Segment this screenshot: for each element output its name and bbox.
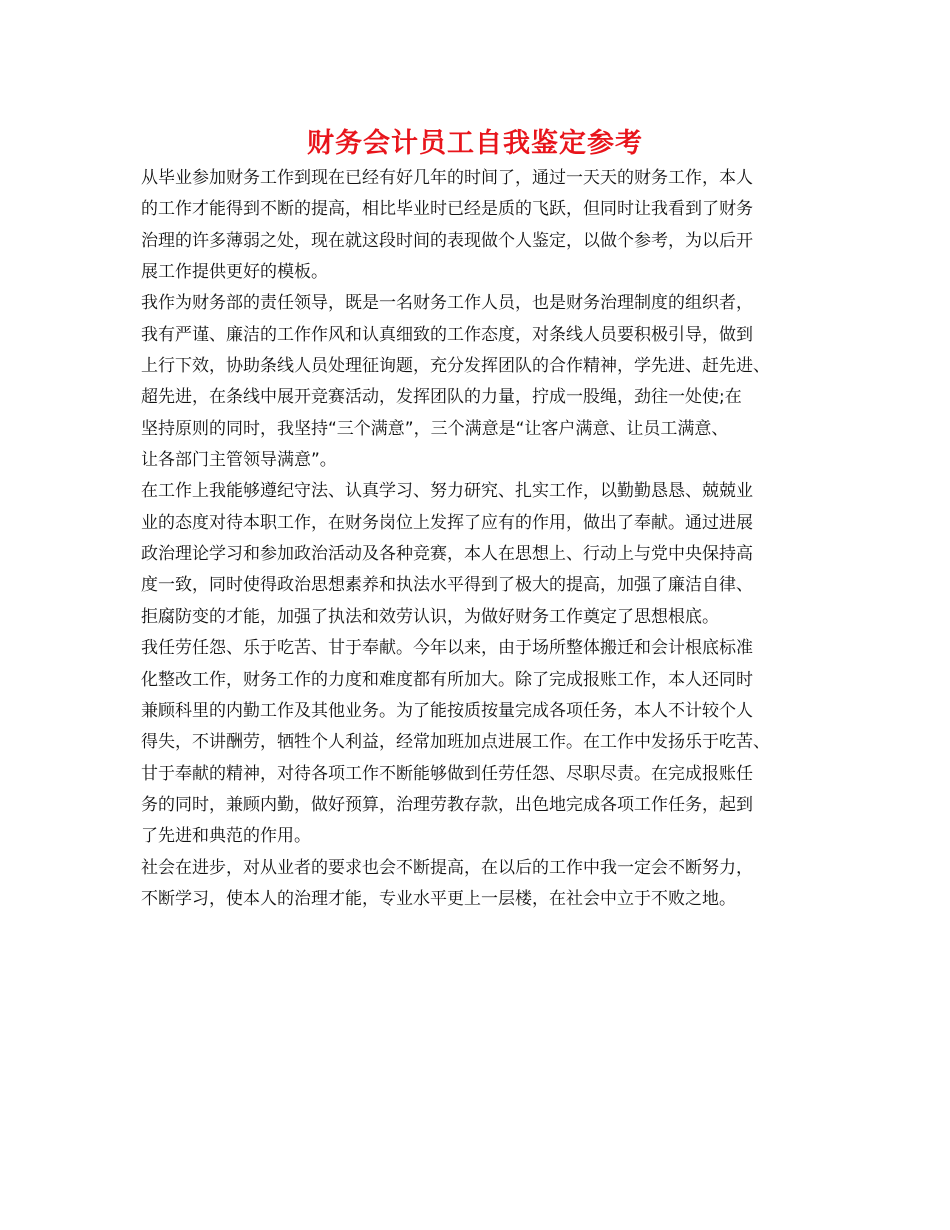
text-line: 的工作才能得到不断的提高，相比毕业时已经是质的飞跃，但同时让我看到了财务 bbox=[141, 199, 753, 220]
text-line: 了先进和典范的作用。 bbox=[141, 826, 311, 847]
text-line: 从毕业参加财务工作到现在已经有好几年的时间了，通过一天天的财务工作，本人 bbox=[141, 168, 753, 188]
text-line: 上行下效，协助条线人员处理征询题，充分发挥团队的合作精神，学先进、赶先进、 bbox=[141, 356, 770, 377]
document-body bbox=[141, 163, 821, 915]
text-line: 社会在进步，对从业者的要求也会不断提高，在以后的工作中我一定会不断努力， bbox=[141, 857, 753, 878]
text-line: 超先进，在条线中展开竞赛活动，发挥团队的力量，拧成一股绳，劲往一处使;在 bbox=[141, 387, 742, 408]
text-line: 我有严谨、廉洁的工作作风和认真细致的工作态度，对条线人员要积极引导，做到 bbox=[141, 324, 753, 345]
text-line: 在工作上我能够遵纪守法、认真学习、努力研究、扎实工作，以勤勤恳恳、兢兢业 bbox=[141, 481, 753, 502]
text-line: 兼顾科里的内勤工作及其他业务。为了能按质按量完成各项任务，本人不计较个人 bbox=[141, 700, 753, 721]
text-line: 得失，不讲酬劳，牺牲个人利益，经常加班加点进展工作。在工作中发扬乐于吃苦、 bbox=[141, 732, 770, 753]
text-line: 度一致，同时使得政治思想素养和执法水平得到了极大的提高，加强了廉洁自律、 bbox=[141, 575, 753, 596]
text-line: 展工作提供更好的模板。 bbox=[141, 262, 328, 283]
text-line: 业的态度对待本职工作，在财务岗位上发挥了应有的作用，做出了奉献。通过进展 bbox=[141, 512, 753, 533]
text-line: 甘于奉献的精神，对待各项工作不断能够做到任劳任怨、尽职尽责。在完成报账任 bbox=[141, 763, 753, 784]
text-line: 拒腐防变的才能，加强了执法和效劳认识，为做好财务工作奠定了思想根底。 bbox=[141, 606, 719, 627]
text-line: 我任劳任怨、乐于吃苦、甘于奉献。今年以来，由于场所整体搬迁和会计根底标准 bbox=[141, 638, 753, 659]
text-line: 不断学习，使本人的治理才能，专业水平更上一层楼，在社会中立于不败之地。 bbox=[141, 888, 736, 909]
text-line: 务的同时，兼顾内勤，做好预算，治理劳教存款，出色地完成各项工作任务，起到 bbox=[141, 794, 753, 815]
text-line: 让各部门主管领导满意”。 bbox=[141, 450, 337, 471]
text-line: 坚持原则的同时，我坚持“三个满意”，三个满意是“让客户满意、让员工满意、 bbox=[141, 418, 729, 439]
text-line: 政治理论学习和参加政治活动及各种竞赛，本人在思想上、行动上与党中央保持高 bbox=[141, 544, 753, 565]
document-title: 财务会计员工自我鉴定参考 bbox=[307, 128, 643, 159]
text-line: 我作为财务部的责任领导，既是一名财务工作人员，也是财务治理制度的组织者， bbox=[141, 293, 753, 314]
text-line: 治理的许多薄弱之处，现在就这段时间的表现做个人鉴定，以做个参考，为以后开 bbox=[141, 230, 753, 251]
text-line: 化整改工作，财务工作的力度和难度都有所加大。除了完成报账工作，本人还同时 bbox=[141, 669, 753, 690]
